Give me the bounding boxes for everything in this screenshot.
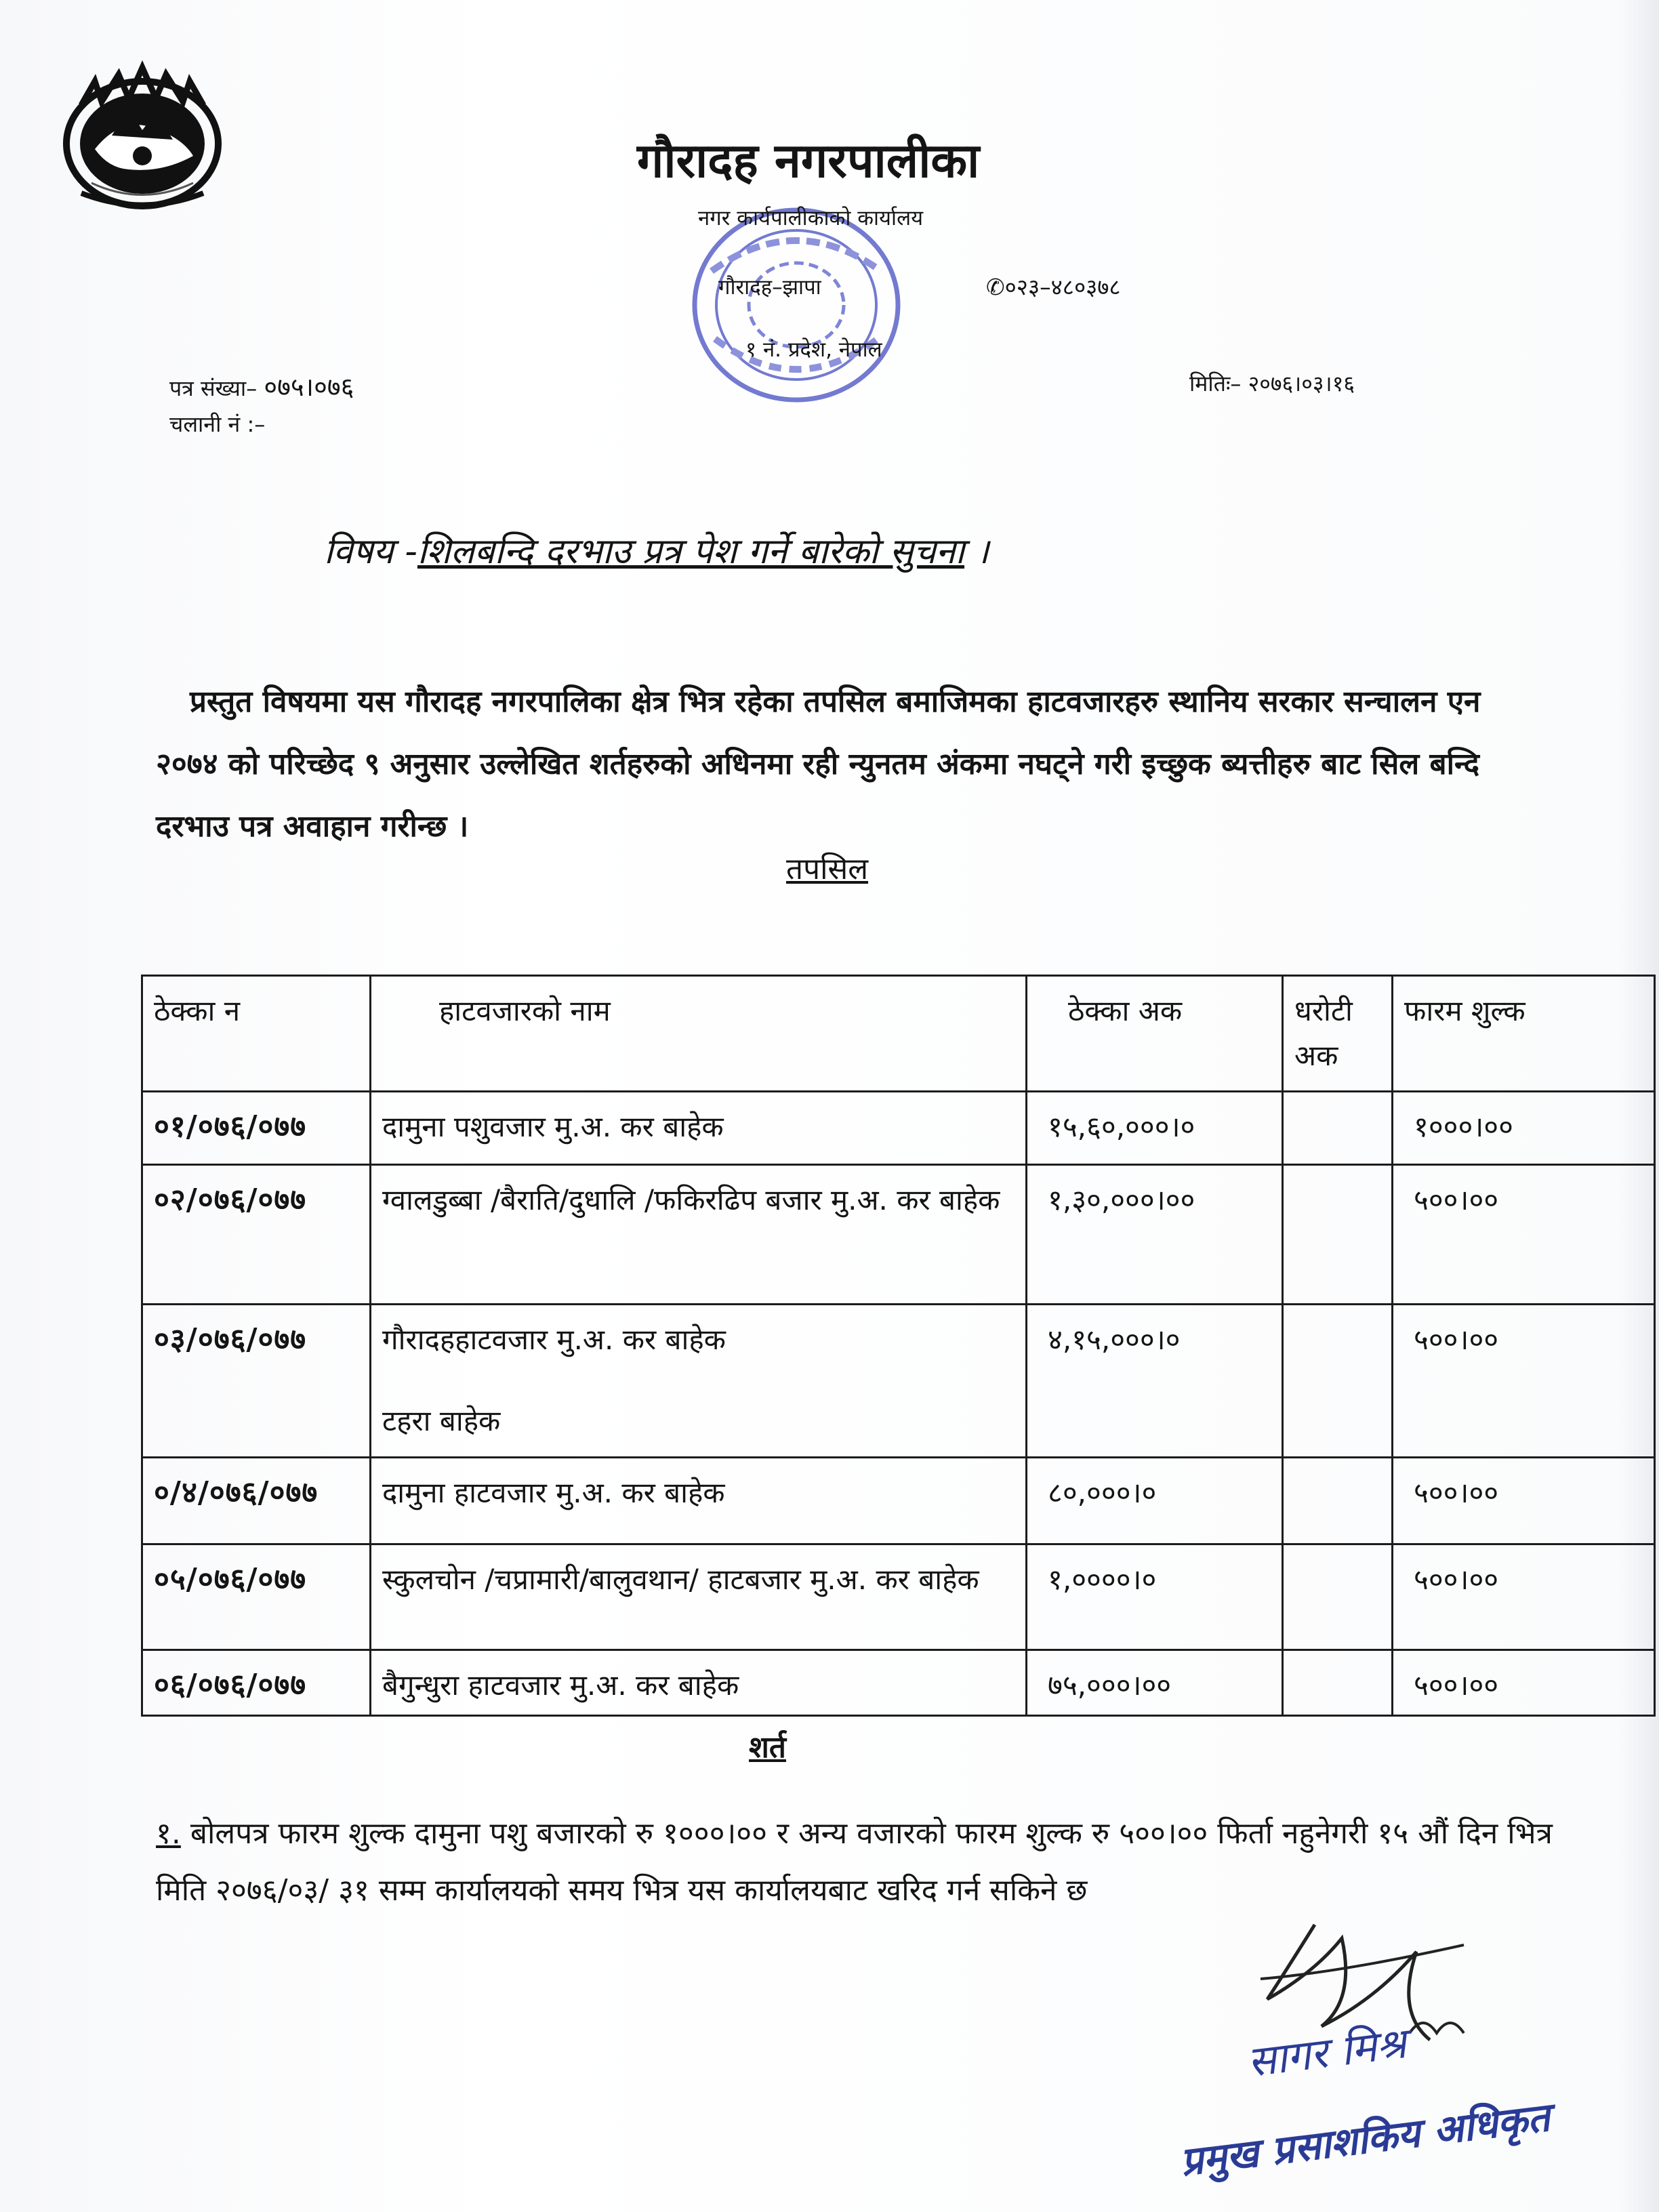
contract-amount: १,३०,०००।०० — [1027, 1165, 1283, 1305]
letter-number-value: ०७५।०७६ — [264, 372, 354, 402]
subject-prefix: विषय - — [324, 531, 417, 572]
letter-number-label: पत्र संख्या– — [169, 375, 258, 401]
contract-amount: १,००००।० — [1027, 1544, 1283, 1650]
table-row — [142, 1092, 1655, 1165]
header-contract-no: ठेक्का न — [142, 976, 371, 1092]
deposit-amount — [1283, 1544, 1393, 1650]
letter-number — [169, 369, 354, 404]
subject-text: शिलबन्दि दरभाउ प्रत्र पेश गर्ने बारेको सुचना — [417, 531, 965, 572]
table-row — [142, 1165, 1655, 1305]
contract-number: ०१/०७६/०७७ — [142, 1092, 371, 1165]
subject-line — [324, 526, 989, 574]
market-name: दामुना पशुवजार मु.अ. कर बाहेक — [371, 1092, 1027, 1165]
office-location: गौरादह–झापा — [718, 275, 821, 300]
table-header-row — [142, 976, 1655, 1092]
market-name: ग्वालडुब्बा /बैराति/दुधालि /फकिरढिप बजार मु.अ. कर बाहेक — [371, 1165, 1027, 1305]
market-name: स्कुलचोन /चप्रामारी/बालुवथान/ हाटबजार मु.अ. कर बाहेक — [371, 1544, 1027, 1650]
date-value: २०७६।०३।१६ — [1248, 371, 1355, 396]
contract-number: ०२/०७६/०७७ — [142, 1165, 371, 1305]
table-row — [142, 1650, 1655, 1716]
header-deposit-amount: धरोटी अक — [1283, 976, 1393, 1092]
table-row — [142, 1544, 1655, 1650]
form-fee: ५००।०० — [1393, 1458, 1655, 1544]
organization-name: गौरादह नगरपालीका — [637, 133, 980, 188]
market-name: दामुना हाटवजार मु.अ. कर बाहेक — [371, 1458, 1027, 1544]
market-name-note: टहरा बाहेक — [382, 1404, 501, 1437]
contract-amount: ८०,०००।० — [1027, 1458, 1283, 1544]
date-label: मितिः– — [1189, 371, 1242, 396]
contract-amount: ७५,०००।०० — [1027, 1650, 1283, 1716]
deposit-amount — [1283, 1650, 1393, 1716]
nepal-government-emblem-icon — [54, 54, 230, 217]
letter-date — [1189, 369, 1355, 398]
details-heading: तपसिल — [786, 852, 869, 886]
table-row — [142, 1458, 1655, 1544]
deposit-amount — [1283, 1458, 1393, 1544]
signatory-title: प्रमुख प्रसाशकिय अधिकृत — [1178, 2093, 1553, 2186]
form-fee: ५००।०० — [1393, 1165, 1655, 1305]
market-contract-table — [141, 975, 1656, 1717]
market-name-cell — [371, 1305, 1027, 1458]
form-fee: ५००।०० — [1393, 1305, 1655, 1458]
form-fee: ५००।०० — [1393, 1544, 1655, 1650]
contract-number: ०/४/०७६/०७७ — [142, 1458, 371, 1544]
deposit-amount — [1283, 1092, 1393, 1165]
phone-number: ✆०२३–४८०३७८ — [986, 274, 1121, 300]
form-fee: ५००।०० — [1393, 1650, 1655, 1716]
office-name: नगर कार्यपालीकाको कार्यालय — [698, 206, 924, 230]
contract-number: ०३/०७६/०७७ — [142, 1305, 371, 1458]
contract-number: ०५/०७६/०७७ — [142, 1544, 371, 1650]
contract-number: ०६/०७६/०७७ — [142, 1650, 371, 1716]
condition-text: बोलपत्र फारम शुल्क दामुना पशु बजारको रु १०००।०० र अन्य वजारको फारम शुल्क रु ५००।०० फिर्ता नहुनेगरी १५ औं दिन भित्र मिति २०७६/०३/ ३१ सम्म कार्यालयको समय भित्र यस कार्यालयबाट खरिद गर्न सकिने छ — [156, 1816, 1553, 1908]
contract-amount: ४,१५,०००।० — [1027, 1305, 1283, 1458]
header-market-name: हाटवजारको नाम — [371, 976, 1027, 1092]
form-fee: १०००।०० — [1393, 1092, 1655, 1165]
header-contract-amount: ठेक्का अक — [1027, 976, 1283, 1092]
condition-number: १. — [156, 1816, 181, 1851]
deposit-amount — [1283, 1305, 1393, 1458]
market-name: बैगुन्धुरा हाटवजार मु.अ. कर बाहेक — [371, 1650, 1027, 1716]
province-line: १ नं. प्रदेश, नेपाल — [745, 337, 882, 362]
dispatch-number-label: चलानी नं :– — [169, 411, 266, 437]
contract-amount: १५,६०,०००।० — [1027, 1092, 1283, 1165]
header-form-fee: फारम शुल्क — [1393, 976, 1655, 1092]
table-row — [142, 1305, 1655, 1458]
subject-suffix: । — [964, 531, 989, 572]
conditions-heading: शर्त — [749, 1730, 786, 1765]
signatory-name: सागर मिश्र — [1244, 2018, 1409, 2087]
market-name: गौरादहहाटवजार मु.अ. कर बाहेक — [382, 1323, 726, 1356]
deposit-amount — [1283, 1165, 1393, 1305]
notice-paragraph: प्रस्तुत विषयमा यस गौरादह नगरपालिका क्षेत्र भित्र रहेका तपसिल बमाजिमका हाटवजारहरु स्थानिय सरकार सन्चालन एन २०७४ को परिच्छेद ९ अनुसार उल्लेखित शर्तहरुको अधिनमा रही न्युनतम अंकमा नघट्ने गरी इच्छुक ब्यत्तीहरु बाट सिल बन्दि दरभाउ पत्र अवाहान गरीन्छ । — [156, 684, 1481, 844]
